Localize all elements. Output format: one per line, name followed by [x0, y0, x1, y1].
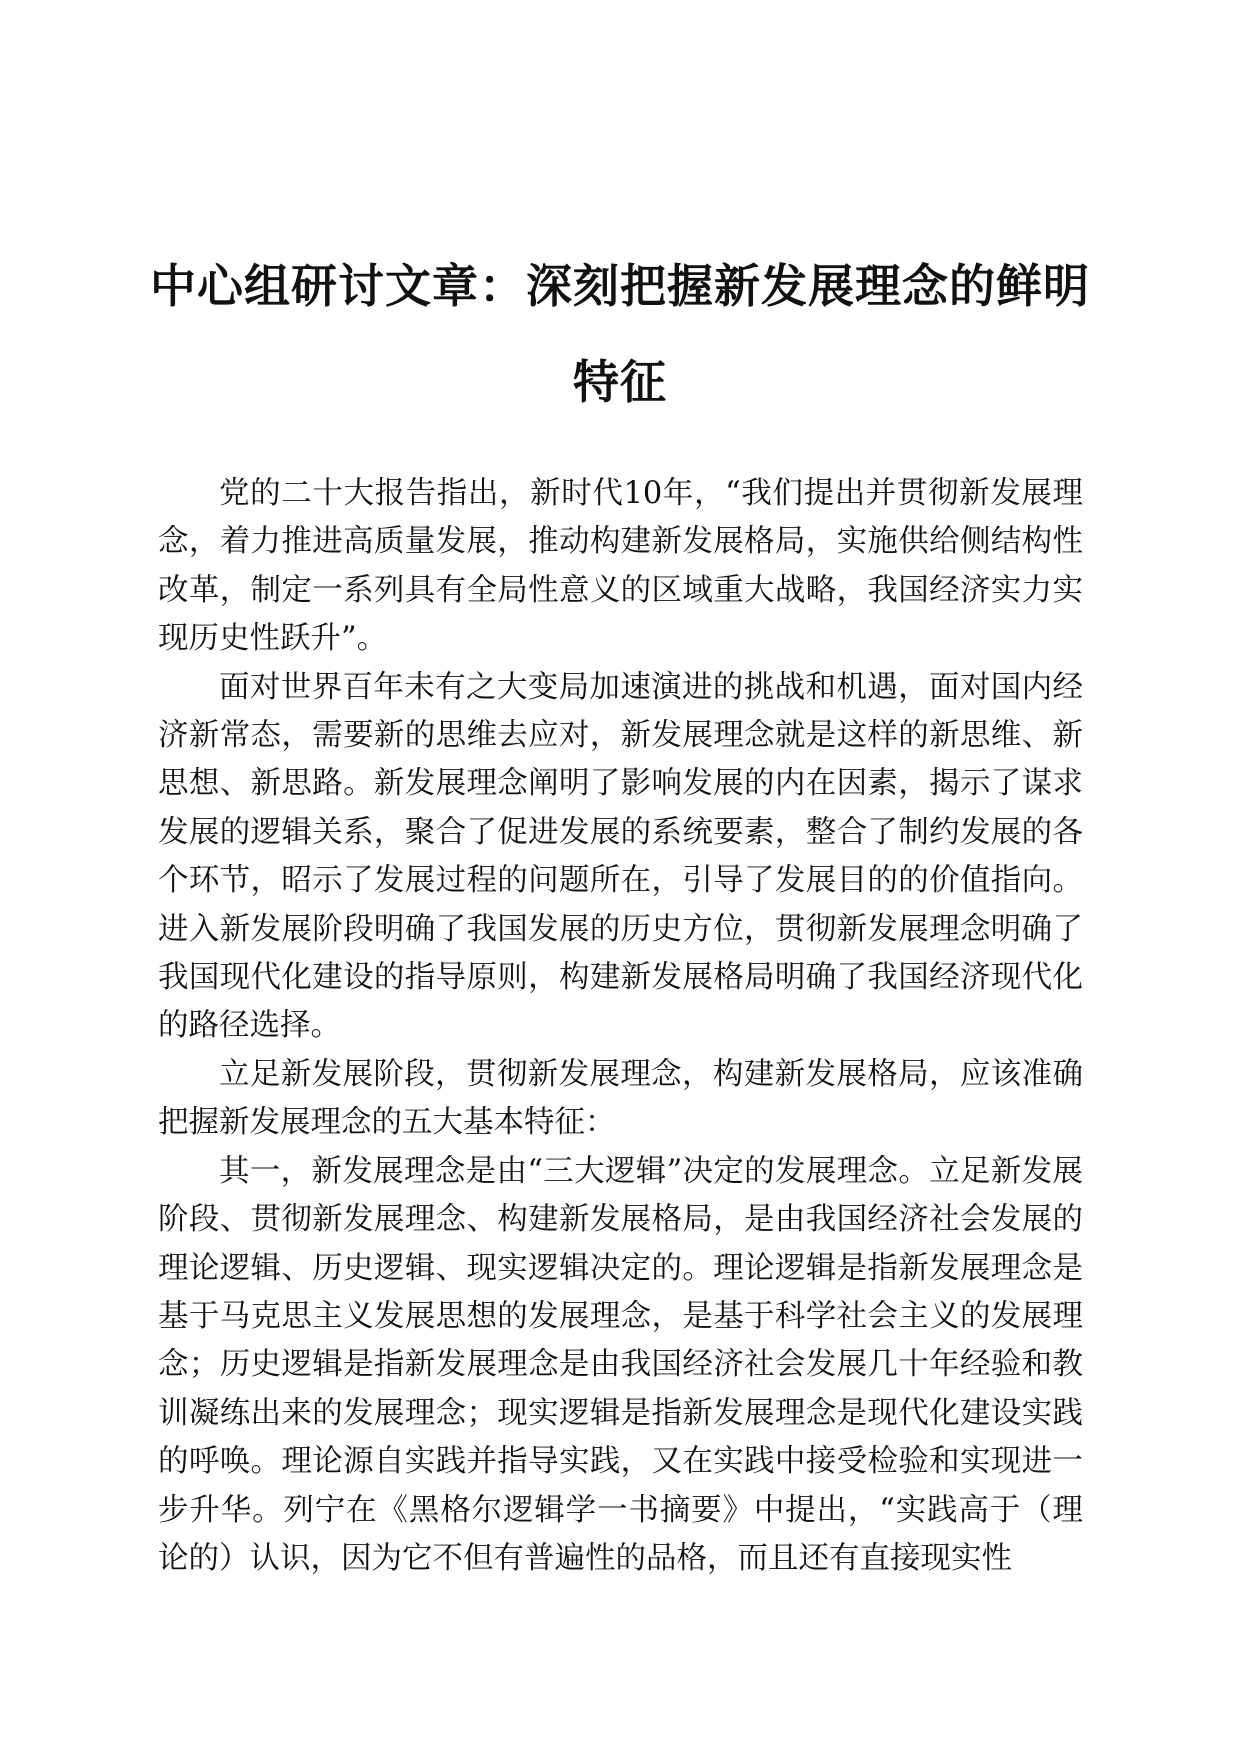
paragraph-1: 党的二十大报告指出，新时代10年，“我们提出并贯彻新发展理念，着力推进高质量发展，推动构建新发展格局，实施供给侧结构性改革，制定一系列具有全局性意义的区域重大战略，我国经济实力实现历史性跃升”。	[158, 476, 1083, 657]
document-body	[158, 470, 1083, 1583]
paragraph-2: 面对世界百年未有之大变局加速演进的挑战和机遇，面对国内经济新常态，需要新的思维去应对，新发展理念就是这样的新思维、新思想、新思路。新发展理念阐明了影响发展的内在因素，揭示了谋求发展的逻辑关系，聚合了促进发展的系统要素，整合了制约发展的各个环节，昭示了发展过程的问题所在，引导了发展目的的价值指向。进入新发展阶段明确了我国发展的历史方位，贯彻新发展理念明确了我国现代化建设的指导原则，构建新发展格局明确了我国经济现代化的路径选择。	[158, 669, 1083, 1044]
title-line-2: 特征	[573, 355, 667, 409]
paragraph-4: 其一，新发展理念是由“三大逻辑”决定的发展理念。立足新发展阶段、贯彻新发展理念、构建新发展格局，是由我国经济社会发展的理论逻辑、历史逻辑、现实逻辑决定的。理论逻辑是指新发展理念是基于马克思主义发展思想的发展理念，是基于科学社会主义的发展理念；历史逻辑是指新发展理念是由我国经济社会发展几十年经验和教训凝练出来的发展理念；现实逻辑是指新发展理念是现代化建设实践的呼唤。理论源自实践并指导实践，又在实践中接受检验和实现进一步升华。列宁在《黑格尔逻辑学一书摘要》中提出，“实践高于（理论的）认识，因为它不但有普遍性的品格，而且还有直接现实性	[158, 1153, 1083, 1576]
title-line-1: 中心组研讨文章：深刻把握新发展理念的鲜明	[150, 259, 1090, 313]
paragraph-3: 立足新发展阶段，贯彻新发展理念，构建新发展格局，应该准确把握新发展理念的五大基本特征：	[158, 1056, 1083, 1141]
document-title	[150, 238, 1090, 430]
